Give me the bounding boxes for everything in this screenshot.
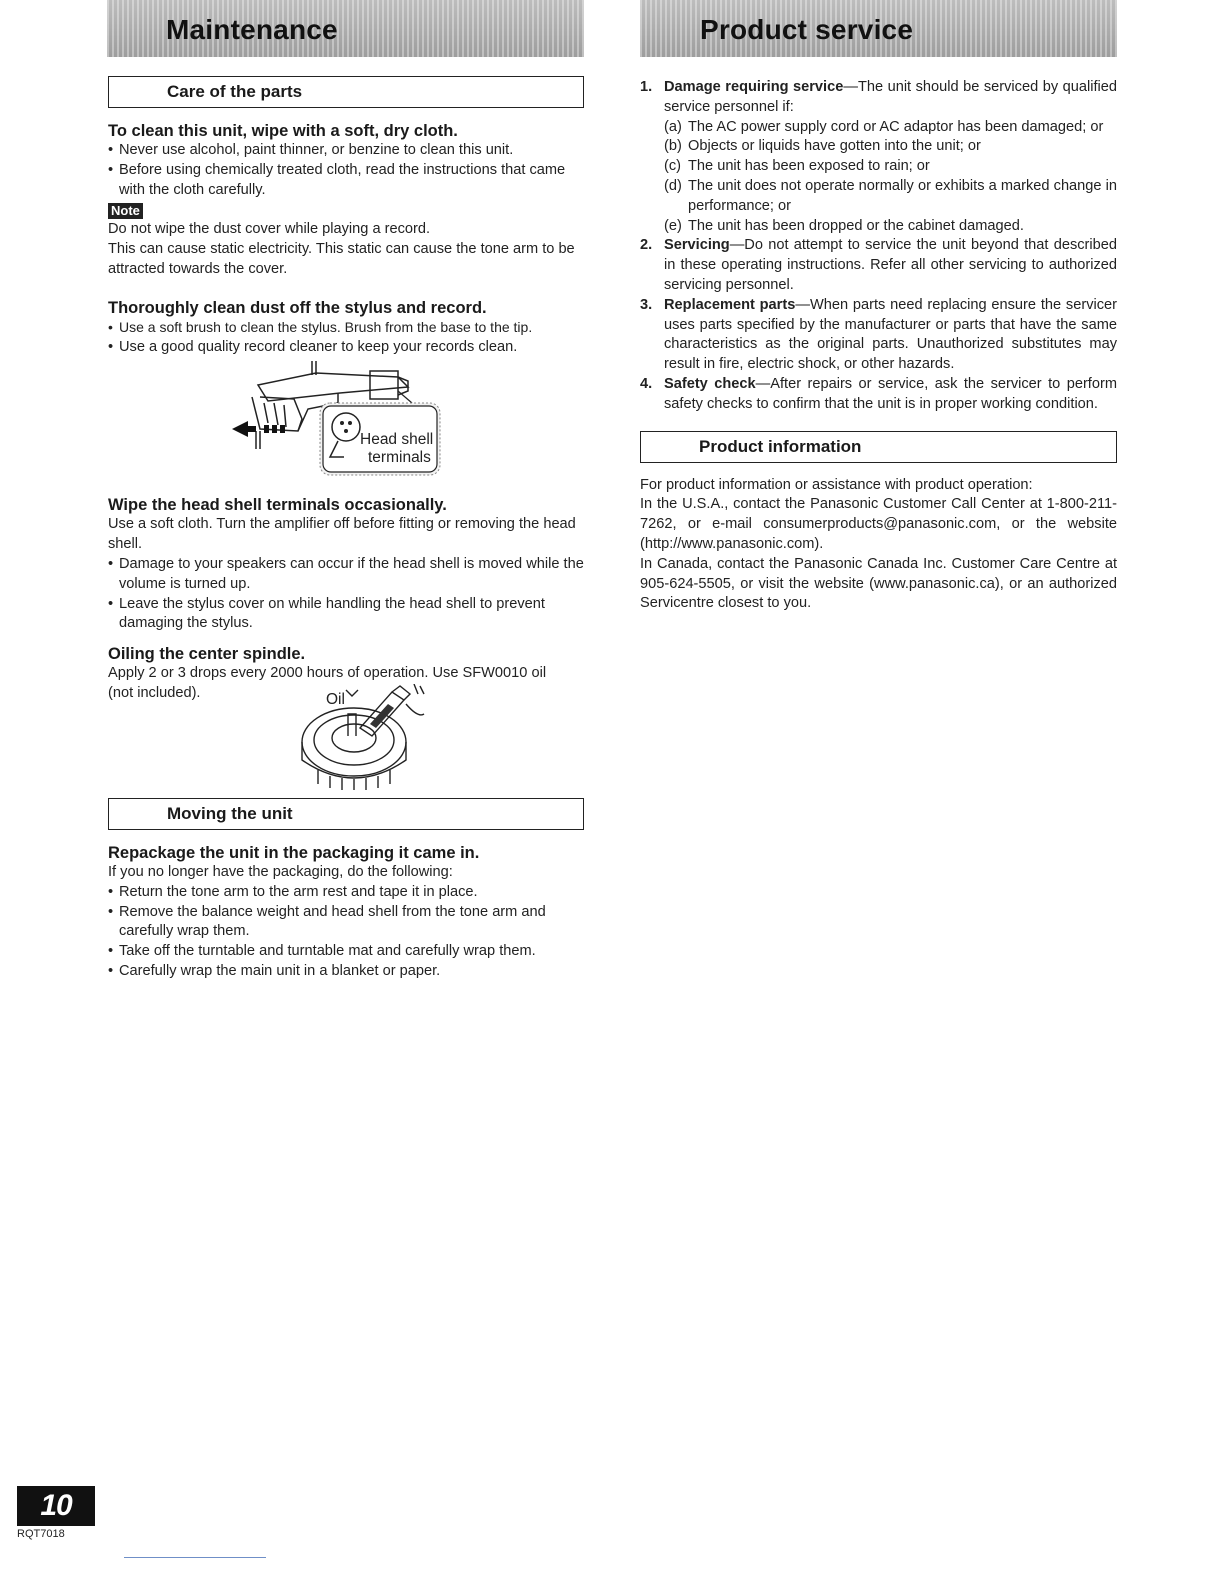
oil-label: Oil — [326, 690, 345, 708]
footer-rule — [124, 1557, 266, 1558]
list-item — [640, 296, 1117, 375]
moving-unit-header: Moving the unit — [108, 798, 584, 830]
list-item — [640, 78, 1117, 118]
care-of-parts-header: Care of the parts — [108, 76, 584, 108]
head-shell-drawing — [108, 357, 584, 495]
item-text: —After repairs or service, ask the servicer to perform safety checks to confirm that the unit is in proper working condition. — [664, 375, 1117, 412]
page-number: 10 — [17, 1486, 95, 1526]
oiling-text: (not included). — [108, 684, 201, 701]
head-shell-label: Head shell — [360, 431, 434, 449]
item-title: Damage requiring service — [664, 79, 844, 95]
item-number: 1. — [640, 79, 653, 95]
repackage-text: If you no longer have the packaging, do the following: — [108, 863, 453, 880]
sub-text: The unit has been exposed to rain; or — [688, 158, 930, 175]
list-item: • Never use alcohol, paint thinner, or benzine to clean this unit. — [108, 141, 584, 161]
maintenance-title: Maintenance — [166, 14, 338, 45]
repackage-heading: Repackage the unit in the packaging it came in. — [108, 843, 480, 862]
list-item: • Before using chemically treated cloth, read the instructions that came with the cloth carefully. — [108, 161, 584, 201]
info-text: For product information or assistance with product operation: — [640, 476, 1033, 493]
info-text: In Canada, contact the Panasonic Canada Inc. Customer Care Centre at 905-624-5505, or visit the website (www.panasonic.ca), or an authorized Servicentre closest to you. — [640, 555, 1117, 612]
list-item: • Use a good quality record cleaner to keep your records clean. — [108, 338, 584, 358]
list-item — [640, 177, 1117, 217]
list-item — [640, 137, 1117, 157]
oiling-text: Apply 2 or 3 drops every 2000 hours of operation. Use SFW0010 oil — [108, 665, 547, 682]
list-item: • Leave the stylus cover on while handling the head shell to prevent damaging the stylus. — [108, 595, 584, 635]
sub-label: (e) — [664, 217, 682, 234]
note-text: This can cause static electricity. This static can cause the tone arm to be attracted towards the cover. — [108, 241, 575, 277]
info-text: In the U.S.A., contact the Panasonic Customer Call Center at 1-800-211-7262, or e-mail consumerproducts@panasonic.com, or the website (http://www.panasonic.com). — [640, 496, 1117, 552]
item-number: 2. — [640, 237, 653, 254]
clean-unit-heading: To clean this unit, wipe with a soft, dry cloth. — [108, 122, 458, 140]
note-text: Do not wipe the dust cover while playing a record. — [108, 221, 431, 238]
item-title: Servicing — [664, 237, 730, 254]
list-item — [640, 236, 1117, 295]
sub-text: The AC power supply cord or AC adaptor has been damaged; or — [688, 118, 1104, 135]
oiling-heading: Oiling the center spindle. — [108, 645, 306, 664]
item-number: 4. — [640, 375, 653, 392]
head-shell-illustration — [108, 357, 584, 495]
sub-text: The unit does not operate normally or exhibits a marked change in performance; or — [688, 177, 1117, 214]
maintenance-banner — [107, 0, 584, 57]
sub-label: (b) — [664, 138, 682, 155]
item-text: —The unit should be serviced by qualified service personnel if: — [664, 79, 1117, 115]
head-shell-text: Use a soft cloth. Turn the amplifier off before fitting or removing the head shell. — [108, 516, 576, 553]
right-column — [640, 78, 1117, 614]
terminals-label: terminals — [368, 449, 431, 467]
oiling-illustration — [108, 684, 584, 792]
list-item: • Damage to your speakers can occur if the head shell is moved while the volume is turned up. — [108, 555, 584, 595]
item-number: 3. — [640, 296, 653, 313]
list-item: • Use a soft brush to clean the stylus. Brush from the base to the tip. — [108, 318, 584, 338]
sub-text: Objects or liquids have gotten into the unit; or — [688, 138, 981, 155]
list-item — [640, 375, 1117, 415]
sub-label: (d) — [664, 177, 682, 194]
list-item — [640, 157, 1117, 177]
item-text: —Do not attempt to service the unit beyond that described in these operating instructions. Refer all other servicing to authorized servicing personnel. — [664, 237, 1117, 293]
list-item — [640, 217, 1117, 237]
list-item: • Return the tone arm to the arm rest and tape it in place. — [108, 883, 584, 903]
product-information-header: Product information — [640, 431, 1117, 463]
document-code: RQT7018 — [17, 1528, 65, 1540]
clean-stylus-heading: Thoroughly clean dust off the stylus and record. — [108, 298, 487, 317]
list-item — [640, 118, 1117, 138]
sub-label: (c) — [664, 158, 682, 175]
spindle-drawing — [108, 684, 584, 792]
service-list — [640, 78, 1117, 415]
list-item: • Take off the turntable and turntable mat and carefully wrap them. — [108, 942, 584, 962]
head-shell-heading: Wipe the head shell terminals occasionally. — [108, 496, 447, 515]
note-badge: Note — [108, 203, 143, 219]
list-item: • Carefully wrap the main unit in a blanket or paper. — [108, 962, 584, 982]
list-item: • Remove the balance weight and head shell from the tone arm and carefully wrap them. — [108, 903, 584, 943]
item-text: —When parts need replacing ensure the servicer uses parts specified by the manufacturer or parts that have the same characteristics as the original parts. Unauthorized substitutes may result in fire, electric shock, or other hazards. — [664, 296, 1118, 373]
product-service-title: Product service — [700, 14, 914, 45]
item-title: Safety check — [664, 375, 756, 392]
left-column — [108, 76, 584, 982]
product-service-banner — [640, 0, 1117, 57]
sub-text: The unit has been dropped or the cabinet damaged. — [688, 217, 1024, 234]
sub-label: (a) — [664, 118, 682, 135]
item-title: Replacement parts — [664, 296, 796, 313]
